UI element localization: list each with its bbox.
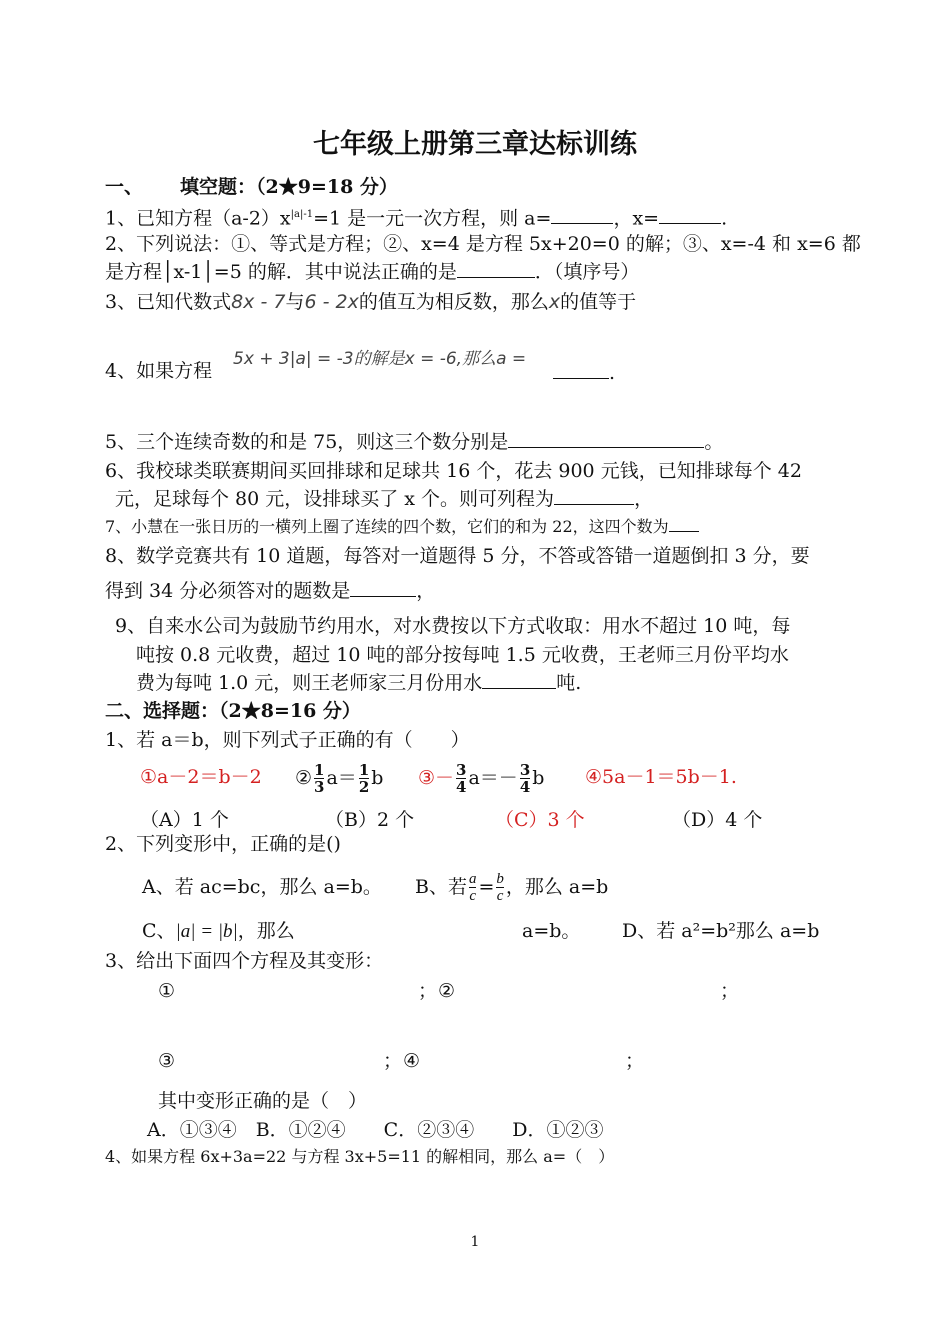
q6-line2-pre: 元，足球每个 80 元，设排球买了 x 个。则可列程为 bbox=[115, 488, 555, 510]
c2-b-eq: = bbox=[478, 876, 495, 898]
c1-o3-marker: ③－ bbox=[418, 767, 455, 789]
c1-o4: ④5a－1＝5b－1. bbox=[585, 766, 737, 788]
q4-answer bbox=[553, 360, 615, 386]
c3-ask: 其中变形正确的是（ ） bbox=[158, 1090, 368, 1112]
c2-option-c[interactable] bbox=[142, 918, 295, 945]
c2-b-frac2: $\frac{b}{c}$ bbox=[496, 870, 504, 904]
q7-blank[interactable] bbox=[669, 517, 699, 532]
q3-expr2: 6 - 2x bbox=[304, 291, 359, 313]
c3-sep-4: ； bbox=[625, 1050, 645, 1072]
question-6-line2 bbox=[115, 486, 653, 512]
question-2-line1: 2、下列说法：①、等式是方程；②、x=4 是方程 5x+20=0 的解；③、x=-4 和 x=6 都 bbox=[105, 233, 861, 255]
q9-blank[interactable] bbox=[482, 670, 556, 689]
c1-option-4 bbox=[585, 764, 737, 790]
c1-o2-marker: ② bbox=[295, 767, 313, 789]
c2-c-pre: C、 bbox=[142, 920, 176, 942]
c3-item-2: ② bbox=[438, 980, 456, 1002]
c3-item-1: ① bbox=[158, 980, 176, 1002]
choice-question-3: 3、给出下面四个方程及其变形： bbox=[105, 950, 384, 972]
c1-o3-frac2: $\frac{3}{4}$ bbox=[519, 760, 531, 796]
q6-line2-end: ， bbox=[634, 488, 654, 510]
c1-o1: ①a－2＝b－2 bbox=[140, 766, 262, 788]
c2-option-c-answer: a=b。 bbox=[522, 920, 581, 942]
q7-text: 7、小慧在一张日历的一横列上圈了连续的四个数，它们的和为 22，这四个数为 bbox=[105, 517, 669, 536]
c2-option-d[interactable]: D、若 a²=b²那么 a=b bbox=[622, 920, 820, 942]
c1-o2-end: b bbox=[371, 767, 384, 789]
question-7 bbox=[105, 516, 699, 538]
c1-choice-c[interactable] bbox=[495, 807, 585, 833]
page-number: 1 bbox=[470, 1234, 480, 1250]
q3-mid: 与 bbox=[285, 291, 305, 313]
c1-o3-end: b bbox=[532, 767, 545, 789]
question-4-label: 4、如果方程 bbox=[105, 360, 213, 382]
c1-choice-c-label: （C）3 个 bbox=[495, 809, 585, 831]
q3-expr1: 8x - 7 bbox=[231, 291, 286, 313]
c3-sep-1: ； bbox=[418, 980, 438, 1002]
c1-choice-a[interactable]: （A）1 个 bbox=[140, 809, 229, 831]
q5-pre: 5、三个连续奇数的和是 75，则这三个数分别是 bbox=[105, 431, 509, 453]
c1-choice-d[interactable]: （D）4 个 bbox=[672, 809, 763, 831]
q3-post: 的值互为相反数，那么 bbox=[358, 291, 549, 313]
q3-var: x bbox=[548, 291, 561, 313]
c1-o2-mid: a＝ bbox=[326, 767, 357, 789]
question-6-line1: 6、我校球类联赛期间买回排球和足球共 16 个，花去 900 元钱，已知排球每个 42 bbox=[105, 460, 802, 482]
q4-equation: 5x + 3|a| = -3的解是x = -6,那么a = bbox=[233, 349, 527, 369]
c3-item-4: ④ bbox=[403, 1050, 421, 1072]
question-8-line1: 8、数学竞赛共有 10 道题，每答对一道题得 5 分，不答或答错一道题倒扣 3 分，要 bbox=[105, 545, 810, 567]
c1-o2-frac1: $\frac{1}{3}$ bbox=[314, 760, 325, 796]
q8-line2-end: ， bbox=[416, 580, 436, 602]
c1-option-1 bbox=[140, 764, 262, 790]
c1-o3-mid: a＝－ bbox=[468, 767, 518, 789]
question-9-line1: 9、自来水公司为鼓励节约用水，对水费按以下方式收取：用水不超过 10 吨，每 bbox=[115, 615, 791, 637]
choice-question-4: 4、如果方程 6x+3a=22 与方程 3x+5=11 的解相同，那么 a=（ ） bbox=[105, 1147, 615, 1166]
c1-o3-frac1: $\frac{3}{4}$ bbox=[456, 760, 467, 796]
question-5 bbox=[105, 429, 723, 455]
question-8-line2 bbox=[105, 578, 435, 604]
c2-c-expr: |a| = |b| bbox=[175, 921, 238, 942]
c1-option-2 bbox=[295, 758, 383, 798]
c2-b-pre: B、若 bbox=[415, 876, 467, 898]
question-9-line3 bbox=[136, 670, 581, 696]
q3-pre: 3、已知代数式 bbox=[105, 291, 232, 313]
c1-option-3 bbox=[418, 758, 544, 798]
c2-option-b[interactable] bbox=[415, 862, 608, 912]
q6-blank[interactable] bbox=[554, 486, 634, 505]
c3-sep-2: ； bbox=[720, 980, 740, 1002]
q1-mid: ，x= bbox=[613, 207, 660, 230]
q2-line2-post: ．（填序号） bbox=[534, 261, 640, 283]
q2-blank[interactable] bbox=[457, 259, 535, 278]
choice-question-1: 1、若 a＝b，则下列式子正确的有（ ） bbox=[105, 729, 470, 751]
c2-b-frac1: $\frac{a}{c}$ bbox=[468, 870, 477, 904]
q4-blank[interactable] bbox=[553, 360, 609, 379]
q9-line3-end: 吨. bbox=[556, 672, 582, 694]
q1-end: . bbox=[721, 207, 728, 230]
section2-heading: 二、选择题：（2★8=16 分） bbox=[105, 700, 361, 722]
q2-line2-pre: 是方程│x-1│=5 的解．其中说法正确的是 bbox=[105, 261, 457, 283]
q3-end: 的值等于 bbox=[560, 291, 637, 313]
c1-choice-b[interactable]: （B）2 个 bbox=[325, 809, 415, 831]
q5-end: 。 bbox=[704, 431, 724, 453]
c3-sep-3: ； bbox=[383, 1050, 403, 1072]
c1-o2-frac2: $\frac{1}{2}$ bbox=[358, 760, 370, 796]
q8-line2-pre: 得到 34 分必须答对的题数是 bbox=[105, 580, 351, 602]
q8-blank[interactable] bbox=[350, 578, 416, 597]
q9-line3-pre: 费为每吨 1.0 元，则王老师家三月份用水 bbox=[136, 672, 483, 694]
q1-post: =1 是一元一次方程，则 a= bbox=[313, 207, 552, 230]
page-title: 七年级上册第三章达标训练 bbox=[313, 129, 637, 160]
q1-pre: 1、已知方程（a-2）x bbox=[105, 207, 291, 230]
section1-heading: 填空题：（2★9=18 分） bbox=[180, 176, 398, 198]
q1-blank-a[interactable] bbox=[551, 205, 613, 224]
choice-question-2: 2、下列变形中，正确的是() bbox=[105, 833, 341, 855]
c2-option-a[interactable]: A、若 ac=bc，那么 a=b。 bbox=[142, 876, 382, 898]
c2-b-post: ，那么 a=b bbox=[505, 876, 609, 898]
c3-item-3: ③ bbox=[158, 1050, 176, 1072]
c2-c-post: ，那么 bbox=[237, 920, 295, 942]
q1-exponent: |a|-1 bbox=[290, 209, 314, 220]
q1-blank-x[interactable] bbox=[659, 205, 721, 224]
question-1 bbox=[105, 202, 727, 231]
q4-end: . bbox=[609, 362, 616, 384]
section1-number: 一、 bbox=[105, 176, 144, 198]
q5-blank[interactable] bbox=[508, 429, 704, 448]
question-9-line2: 吨按 0.8 元收费，超过 10 吨的部分按每吨 1.5 元收费，王老师三月份平均水 bbox=[136, 644, 789, 666]
question-2-line2 bbox=[105, 259, 639, 285]
question-3 bbox=[105, 289, 636, 315]
c3-choices[interactable]: A．①③④ B．①②④ C．②③④ D．①②③ bbox=[147, 1119, 604, 1141]
